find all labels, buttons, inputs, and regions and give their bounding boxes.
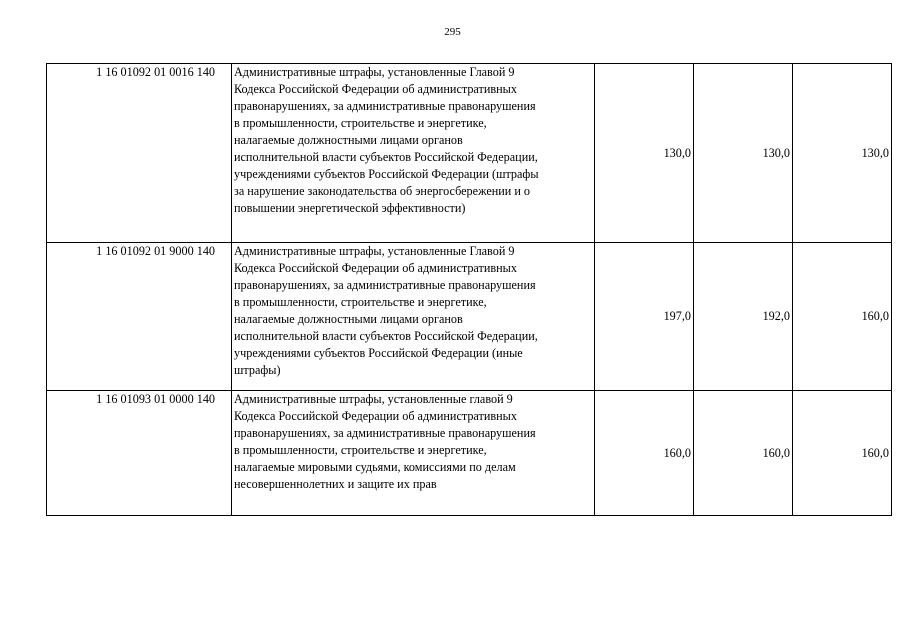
description-line: учреждениями субъектов Российской Федерации (штрафы bbox=[234, 167, 539, 181]
description-line: учреждениями субъектов Российской Федерации (иные bbox=[234, 346, 523, 360]
budget-code: 1 16 01092 01 9000 140 bbox=[47, 243, 232, 391]
description-line: налагаемые должностными лицами органов bbox=[234, 133, 463, 147]
row-description bbox=[232, 64, 595, 243]
value-cell: 160,0 bbox=[793, 391, 892, 516]
description-line: повышении энергетической эффективности) bbox=[234, 201, 466, 215]
row-description bbox=[232, 391, 595, 516]
budget-code: 1 16 01093 01 0000 140 bbox=[47, 391, 232, 516]
value-cell: 130,0 bbox=[595, 64, 694, 243]
value-cell: 160,0 bbox=[595, 391, 694, 516]
description-line: Кодекса Российской Федерации об административных bbox=[234, 261, 517, 275]
description-line: Административные штрафы, установленные Главой 9 bbox=[234, 244, 515, 258]
row-description bbox=[232, 243, 595, 391]
description-line: налагаемые должностными лицами органов bbox=[234, 312, 463, 326]
description-line: Административные штрафы, установленные главой 9 bbox=[234, 392, 513, 406]
description-line: Административные штрафы, установленные Главой 9 bbox=[234, 65, 515, 79]
value-cell: 160,0 bbox=[694, 391, 793, 516]
budget-code: 1 16 01092 01 0016 140 bbox=[47, 64, 232, 243]
table-row bbox=[47, 64, 892, 243]
description-line: исполнительной власти субъектов Российской Федерации, bbox=[234, 329, 538, 343]
description-line: правонарушениях, за административные правонарушения bbox=[234, 426, 536, 440]
value-cell: 197,0 bbox=[595, 243, 694, 391]
description-line: налагаемые мировыми судьями, комиссиями по делам bbox=[234, 460, 516, 474]
description-line: в промышленности, строительстве и энергетике, bbox=[234, 443, 487, 457]
description-line: за нарушение законодательства об энергосбережении и о bbox=[234, 184, 531, 198]
description-line: в промышленности, строительстве и энергетике, bbox=[234, 116, 487, 130]
description-line: Кодекса Российской Федерации об административных bbox=[234, 409, 517, 423]
value-cell: 192,0 bbox=[694, 243, 793, 391]
description-line: правонарушениях, за административные правонарушения bbox=[234, 278, 536, 292]
description-line: несовершеннолетних и защите их прав bbox=[234, 477, 437, 491]
description-line: правонарушениях, за административные правонарушения bbox=[234, 99, 536, 113]
description-line: в промышленности, строительстве и энергетике, bbox=[234, 295, 487, 309]
table-row bbox=[47, 243, 892, 391]
value-cell: 160,0 bbox=[793, 243, 892, 391]
table-row bbox=[47, 391, 892, 516]
page-number: 295 bbox=[444, 26, 461, 38]
description-line: Кодекса Российской Федерации об административных bbox=[234, 82, 517, 96]
budget-table bbox=[46, 63, 892, 516]
value-cell: 130,0 bbox=[793, 64, 892, 243]
value-cell: 130,0 bbox=[694, 64, 793, 243]
description-line: штрафы) bbox=[234, 363, 281, 377]
description-line: исполнительной власти субъектов Российской Федерации, bbox=[234, 150, 538, 164]
